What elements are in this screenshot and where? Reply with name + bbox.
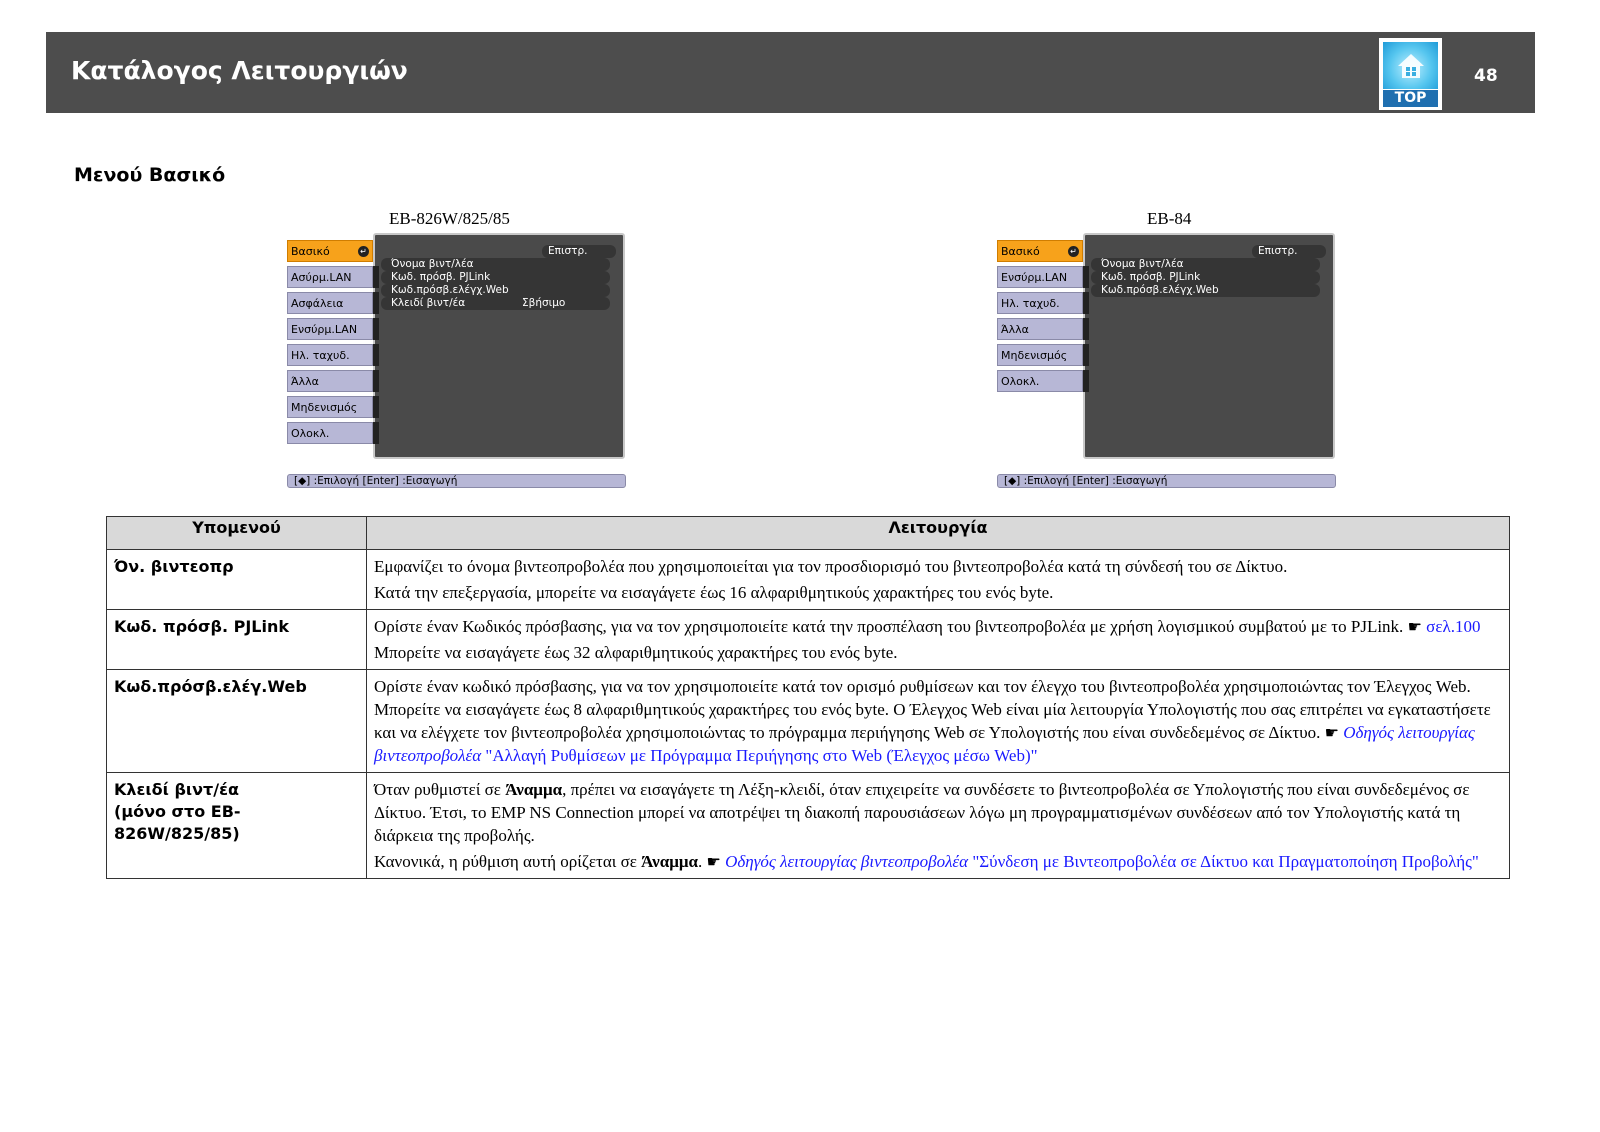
- menu-row-web-password[interactable]: [381, 284, 610, 297]
- submenu-name: [107, 773, 367, 879]
- table-row: [107, 773, 1510, 879]
- setting-value: Άναμμα: [641, 852, 699, 871]
- menu-item-label: Ενσύρμ.LAN: [291, 323, 358, 336]
- description-text: Όταν ρυθμιστεί σε: [374, 780, 506, 799]
- menu-item-basic[interactable]: [287, 240, 373, 262]
- menu-item-label: Βασικό: [1001, 245, 1040, 258]
- menu-row-name: Κωδ. πρόσβ. PJLink: [391, 271, 491, 283]
- menu-item-label: Άλλα: [1001, 323, 1029, 336]
- menu-row-web-password[interactable]: [1091, 284, 1320, 297]
- menu-row-name: Κωδ.πρόσβ.ελέγχ.Web: [1101, 284, 1219, 296]
- setting-value: Άναμμα: [505, 780, 563, 799]
- menu-row-name: Όνομα βιντ/λέα: [391, 258, 474, 270]
- menu-item-shadow: [1083, 318, 1089, 340]
- menu-item-label: Βασικό: [291, 245, 330, 258]
- pointing-hand-icon: ☛: [1407, 617, 1422, 636]
- menu-row-projector-name[interactable]: [381, 258, 610, 271]
- description-text: Ορίστε έναν Κωδικός πρόσβασης, για να τον χρησιμοποιείτε κατά την προσπέλαση του βιντεοπροβολέα με χρήση λογισμικού συμβατού με το PJLink.: [374, 617, 1404, 636]
- description-paragraph: [374, 615, 1502, 638]
- guide-link-title[interactable]: Οδηγός λειτουργίας βιντεοπροβολέα: [374, 723, 1475, 765]
- menu-item-label: Ασφάλεια: [291, 297, 344, 310]
- function-description: [367, 550, 1510, 610]
- menu-item-shadow: [1083, 344, 1089, 366]
- menu-item-label: Μηδενισμός: [1001, 349, 1068, 362]
- menu-item-wired-lan[interactable]: [287, 318, 373, 340]
- submenu-name: Όν. βιντεοπρ: [107, 550, 367, 610]
- menu-item-mail[interactable]: [997, 292, 1083, 314]
- description-paragraph: [374, 778, 1502, 847]
- header-bar: [46, 32, 1535, 113]
- table-row: [107, 550, 1510, 610]
- menu-row-name: Κωδ.πρόσβ.ελέγχ.Web: [391, 284, 509, 296]
- guide-link-title[interactable]: Οδηγός λειτουργίας βιντεοπροβολέα: [725, 852, 969, 871]
- menu-item-label: Ενσύρμ.LAN: [1001, 271, 1068, 284]
- submenu-name-line: Κλειδί βιντ/έα: [114, 780, 239, 799]
- page-number: 48: [1474, 66, 1498, 86]
- menu-item-label: Ολοκλ.: [1001, 375, 1040, 388]
- return-icon: ↵: [1068, 246, 1079, 257]
- menu-item-reset[interactable]: [997, 344, 1083, 366]
- table-row: [107, 610, 1510, 670]
- menu-row-projector-name[interactable]: [1091, 258, 1320, 271]
- menu-item-shadow: [373, 422, 379, 444]
- column-header-submenu: Υπομενού: [107, 517, 367, 550]
- menu-row-projector-keyword[interactable]: [381, 297, 610, 310]
- menu-item-other[interactable]: [997, 318, 1083, 340]
- menu-screen-1: [287, 233, 626, 488]
- top-button[interactable]: [1379, 38, 1442, 110]
- menu-row-name: Όνομα βιντ/λέα: [1101, 258, 1184, 270]
- description-text: Κανονικά, η ρύθμιση αυτή ορίζεται σε: [374, 852, 642, 871]
- description-paragraph: [374, 675, 1502, 767]
- menu-item-shadow: [373, 344, 379, 366]
- menu-item-label: Άλλα: [291, 375, 319, 388]
- menu-item-other[interactable]: [287, 370, 373, 392]
- submenu-name-note: (μόνο στο EB-826W/825/85): [114, 802, 241, 843]
- table-header-row: [107, 517, 1510, 550]
- status-bar: [◆] :Επιλογή [Enter] :Εισαγωγή: [997, 474, 1336, 488]
- menu-item-complete[interactable]: [997, 370, 1083, 392]
- description-paragraph: Κατά την επεξεργασία, μπορείτε να εισαγάγετε έως 16 αλφαριθμητικούς χαρακτήρες του ενός byte.: [374, 583, 1054, 602]
- function-description: [367, 610, 1510, 670]
- back-button[interactable]: Επιστρ.: [1252, 245, 1326, 258]
- menu-item-shadow: [373, 266, 379, 288]
- return-icon: ↵: [358, 246, 369, 257]
- menu-item-complete[interactable]: [287, 422, 373, 444]
- back-button[interactable]: Επιστρ.: [542, 245, 616, 258]
- function-description: [367, 773, 1510, 879]
- pointing-hand-icon: ☛: [1324, 723, 1339, 742]
- menu-item-shadow: [373, 318, 379, 340]
- section-heading: Μενού Βασικό: [74, 164, 226, 186]
- menu-item-wired-lan[interactable]: [997, 266, 1083, 288]
- description-paragraph: Εμφανίζει το όνομα βιντεοπροβολέα που χρησιμοποιείται για τον προσδιορισμό του βιντεοπροβολέα κατά τη σύνδεσή του σε Δίκτυο.: [374, 557, 1288, 576]
- menu-item-shadow: [1083, 266, 1089, 288]
- submenu-table: [106, 516, 1510, 879]
- table-row: [107, 670, 1510, 773]
- house-icon: [1397, 52, 1425, 80]
- menu-item-reset[interactable]: [287, 396, 373, 418]
- menu-row-pjlink-password[interactable]: [381, 271, 610, 284]
- page-title: Κατάλογος Λειτουργιών: [71, 56, 408, 85]
- menu-item-wireless-lan[interactable]: [287, 266, 373, 288]
- menu-item-security[interactable]: [287, 292, 373, 314]
- description-paragraph: Μπορείτε να εισαγάγετε έως 32 αλφαριθμητικούς χαρακτήρες του ενός byte.: [374, 643, 898, 662]
- page-link[interactable]: σελ.100: [1426, 617, 1481, 636]
- menu-row-value: Σβήσιμο: [522, 297, 566, 309]
- menu-item-shadow: [373, 370, 379, 392]
- menu-item-shadow: [373, 396, 379, 418]
- menu-item-mail[interactable]: [287, 344, 373, 366]
- menu-row-name: Κλειδί βιντ/έα: [391, 297, 466, 309]
- description-text: , πρέπει να εισαγάγετε τη Λέξη-κλειδί, όταν επιχειρείτε να συνδέσετε το βιντεοπροβολέα σε Υπολογιστής που είναι συνδεδεμένος σε Δίκτυο. Έτσι, το EMP NS Connection μπορεί να αποτρέψει τη διακοπή παρουσιάσεων λόγω μη προγραμματισμένων συνδέσεων από τον Υπολογιστής κατά τη διάρκεια της προβολής.: [374, 780, 1470, 845]
- status-bar: [◆] :Επιλογή [Enter] :Εισαγωγή: [287, 474, 626, 488]
- submenu-name: Κωδ.πρόσβ.ελέγ.Web: [107, 670, 367, 773]
- menu-item-basic[interactable]: [997, 240, 1083, 262]
- pointing-hand-icon: ☛: [706, 852, 721, 871]
- model-label-2: EB-84: [1147, 209, 1192, 228]
- function-description: [367, 670, 1510, 773]
- menu-item-shadow: [373, 292, 379, 314]
- menu-item-label: Ηλ. ταχυδ.: [291, 349, 350, 362]
- description-text: Ορίστε έναν κωδικό πρόσβασης, για να τον χρησιμοποιείτε κατά τον ορισμό ρυθμίσεων και τον έλεγχο του βιντεοπροβολέα χρησιμοποιώντας τον Έλεγχος Web. Μπορείτε να εισαγάγετε έως 8 αλφαριθμητικούς χαρακτήρες του ενός byte. Ο Έλεγχος Web είναι μία λειτουργία Υπολογιστής που σας επιτρέπει να εγκαταστήσετε και να ελέγχετε τον βιντεοπροβολέα χρησιμοποιώντας το πρόγραμμα περιήγησης Web σε Υπολογιστής που είναι συνδεδεμένος σε Δίκτυο.: [374, 677, 1491, 742]
- menu-row-name: Κωδ. πρόσβ. PJLink: [1101, 271, 1201, 283]
- menu-item-label: Ηλ. ταχυδ.: [1001, 297, 1060, 310]
- top-label: TOP: [1383, 90, 1438, 107]
- guide-link[interactable]: "Αλλαγή Ρυθμίσεων με Πρόγραμμα Περιήγησης στο Web (Έλεγχος μέσω Web)": [485, 746, 1038, 765]
- menu-row-pjlink-password[interactable]: [1091, 271, 1320, 284]
- description-paragraph: [374, 850, 1502, 873]
- description-text: .: [698, 852, 703, 871]
- menu-item-shadow: [1083, 292, 1089, 314]
- column-header-function: Λειτουργία: [367, 517, 1510, 550]
- menu-item-label: Μηδενισμός: [291, 401, 358, 414]
- guide-link[interactable]: "Σύνδεση με Βιντεοπροβολέα σε Δίκτυο και Πραγματοποίηση Προβολής": [972, 852, 1479, 871]
- menu-item-label: Ασύρμ.LAN: [291, 271, 352, 284]
- menu-screen-2: [997, 233, 1336, 488]
- model-label-1: EB-826W/825/85: [389, 209, 510, 228]
- menu-item-label: Ολοκλ.: [291, 427, 330, 440]
- menu-item-shadow: [1083, 370, 1089, 392]
- submenu-name: Κωδ. πρόσβ. PJLink: [107, 610, 367, 670]
